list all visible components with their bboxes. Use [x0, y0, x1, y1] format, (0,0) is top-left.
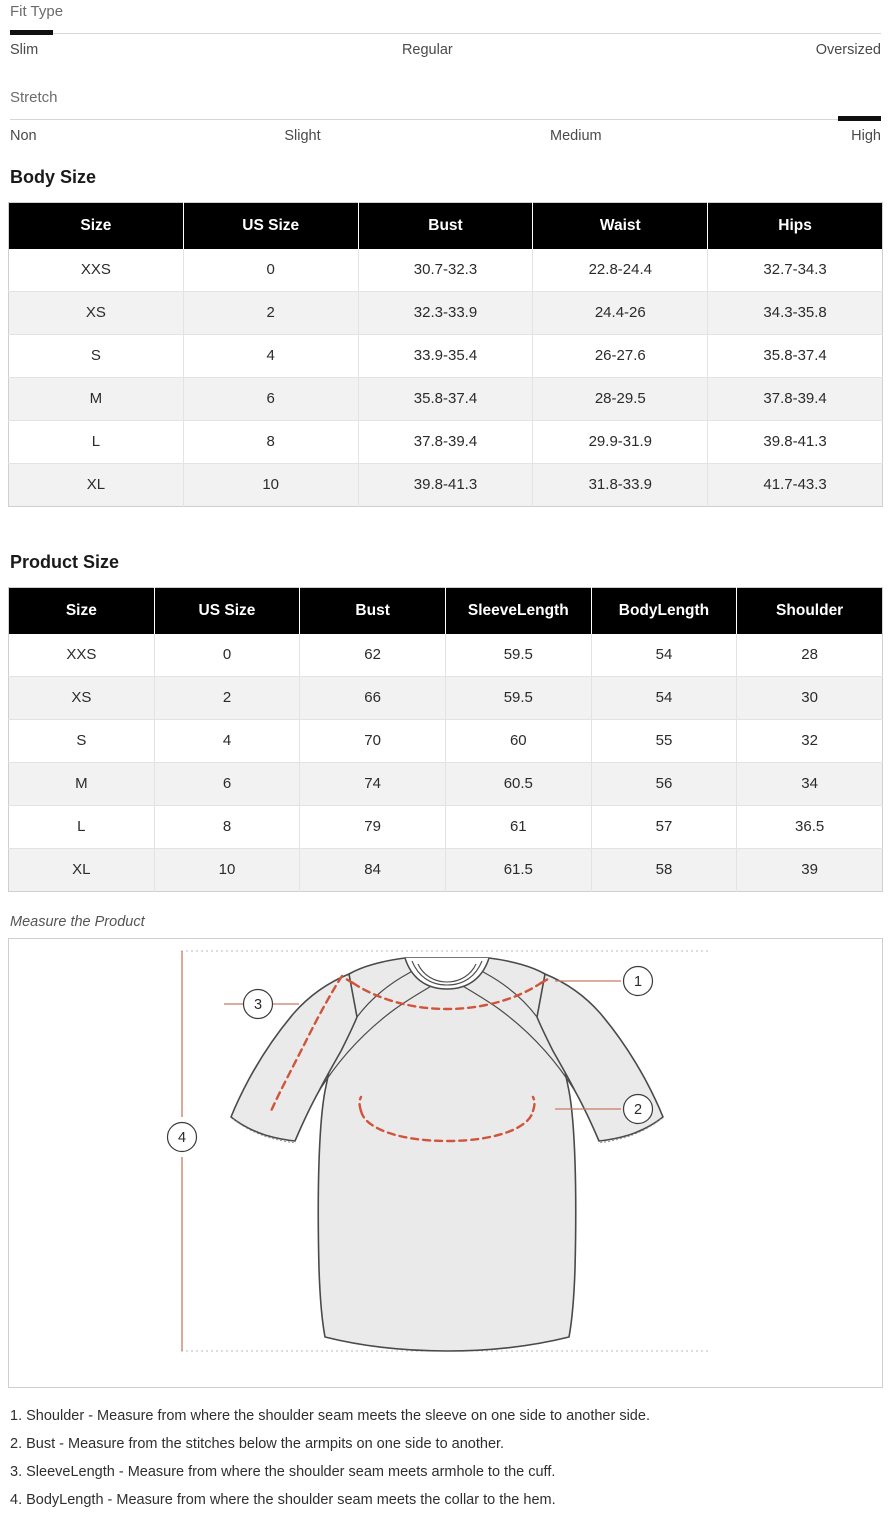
stretch-label-non: Non — [10, 128, 37, 144]
cell-us-size: 0 — [183, 249, 358, 292]
cell-bust: 79 — [300, 806, 446, 849]
cell-size: XL — [9, 464, 184, 507]
product-size-col-bodylength: BodyLength — [591, 588, 737, 635]
table-row — [9, 249, 883, 292]
note-4: 4. BodyLength - Measure from where the shoulder seam meets the collar to the hem. — [10, 1492, 556, 1508]
product-size-heading: Product Size — [10, 552, 120, 572]
note-1: 1. Shoulder - Measure from where the shoulder seam meets the sleeve on one side to another side. — [10, 1408, 650, 1424]
cell-bust: 66 — [300, 677, 446, 720]
cell-bust: 84 — [300, 849, 446, 892]
cell-sleevelength: 60.5 — [445, 763, 591, 806]
note-3: 3. SleeveLength - Measure from where the shoulder seam meets armhole to the cuff. — [10, 1464, 556, 1480]
cell-bust: 70 — [300, 720, 446, 763]
cell-hips: 34.3-35.8 — [708, 292, 883, 335]
cell-size: M — [9, 378, 184, 421]
product-size-thead — [9, 588, 883, 635]
cell-shoulder: 34 — [737, 763, 883, 806]
fit-type-slider-block — [0, 0, 891, 72]
cell-waist: 29.9-31.9 — [533, 421, 708, 464]
table-row — [9, 763, 883, 806]
callout-3-label: 3 — [253, 997, 263, 1013]
cell-waist: 26-27.6 — [533, 335, 708, 378]
cell-hips: 35.8-37.4 — [708, 335, 883, 378]
callout-1-label: 1 — [633, 974, 643, 990]
product-size-col-size: Size — [9, 588, 155, 635]
fit-type-label-slim: Slim — [10, 42, 39, 58]
callout-4 — [168, 1123, 197, 1152]
body-size-col-size: Size — [9, 203, 184, 250]
table-row — [9, 849, 883, 892]
cell-hips: 39.8-41.3 — [708, 421, 883, 464]
cell-size: S — [9, 335, 184, 378]
product-size-tbody — [9, 634, 883, 892]
table-row — [9, 677, 883, 720]
cell-bodylength: 54 — [591, 634, 737, 677]
stretch-slider-block — [0, 86, 891, 158]
stretch-knob[interactable] — [838, 116, 881, 121]
table-header-row — [9, 203, 883, 250]
measure-caption: Measure the Product — [10, 914, 145, 930]
measurement-notes — [0, 1388, 891, 1526]
fit-type-slider[interactable] — [10, 30, 881, 38]
cell-bodylength: 55 — [591, 720, 737, 763]
product-size-table — [8, 587, 883, 892]
cell-waist: 24.4-26 — [533, 292, 708, 335]
cell-us-size: 2 — [183, 292, 358, 335]
cell-us-size: 10 — [183, 464, 358, 507]
callout-3 — [244, 990, 273, 1019]
cell-waist: 31.8-33.9 — [533, 464, 708, 507]
table-row — [9, 378, 883, 421]
stretch-title: Stretch — [10, 89, 58, 106]
cell-bust: 32.3-33.9 — [358, 292, 533, 335]
body-size-col-us-size: US Size — [183, 203, 358, 250]
fit-type-knob[interactable] — [10, 30, 53, 35]
body-size-heading: Body Size — [10, 167, 97, 187]
fit-type-track — [10, 33, 881, 34]
body-size-thead — [9, 203, 883, 250]
table-header-row — [9, 588, 883, 635]
cell-shoulder: 28 — [737, 634, 883, 677]
product-size-col-shoulder: Shoulder — [737, 588, 883, 635]
callout-4-label: 4 — [177, 1130, 187, 1146]
body-size-tbody — [9, 249, 883, 507]
product-size-table-wrap — [0, 587, 891, 892]
cell-bodylength: 57 — [591, 806, 737, 849]
cell-shoulder: 32 — [737, 720, 883, 763]
stretch-slider[interactable] — [10, 116, 881, 124]
body-size-table — [8, 202, 883, 507]
table-row — [9, 292, 883, 335]
cell-bust: 35.8-37.4 — [358, 378, 533, 421]
fit-type-label-regular: Regular — [401, 42, 453, 58]
cell-size: XXS — [9, 249, 184, 292]
cell-bust: 37.8-39.4 — [358, 421, 533, 464]
table-row — [9, 335, 883, 378]
cell-us-size: 8 — [154, 806, 300, 849]
body-size-table-wrap — [0, 202, 891, 507]
cell-hips: 37.8-39.4 — [708, 378, 883, 421]
cell-sleevelength: 61 — [445, 806, 591, 849]
table-row — [9, 806, 883, 849]
cell-size: XXS — [9, 634, 155, 677]
cell-waist: 28-29.5 — [533, 378, 708, 421]
cell-sleevelength: 59.5 — [445, 634, 591, 677]
table-row — [9, 720, 883, 763]
cell-us-size: 0 — [154, 634, 300, 677]
measurement-diagram — [8, 938, 883, 1388]
fit-type-title: Fit Type — [10, 3, 64, 20]
cell-size: XS — [9, 677, 155, 720]
cell-bodylength: 56 — [591, 763, 737, 806]
cell-size: L — [9, 806, 155, 849]
fit-type-label-oversized: Oversized — [815, 42, 881, 58]
cell-shoulder: 30 — [737, 677, 883, 720]
cell-hips: 32.7-34.3 — [708, 249, 883, 292]
cell-shoulder: 36.5 — [737, 806, 883, 849]
cell-us-size: 4 — [154, 720, 300, 763]
cell-shoulder: 39 — [737, 849, 883, 892]
table-row — [9, 464, 883, 507]
stretch-label-slight: Slight — [284, 128, 321, 144]
table-row — [9, 634, 883, 677]
cell-us-size: 4 — [183, 335, 358, 378]
table-row — [9, 421, 883, 464]
cell-size: L — [9, 421, 184, 464]
stretch-label-high: High — [851, 128, 881, 144]
callout-2-label: 2 — [633, 1102, 643, 1118]
cell-size: XS — [9, 292, 184, 335]
cell-bust: 62 — [300, 634, 446, 677]
cell-bust: 33.9-35.4 — [358, 335, 533, 378]
stretch-labels — [10, 128, 881, 158]
body-size-col-bust: Bust — [358, 203, 533, 250]
cell-bust: 39.8-41.3 — [358, 464, 533, 507]
stretch-track — [10, 119, 881, 120]
note-2: 2. Bust - Measure from the stitches below the armpits on one side to another. — [10, 1436, 505, 1452]
callout-2 — [624, 1095, 653, 1124]
cell-us-size: 6 — [183, 378, 358, 421]
cell-size: XL — [9, 849, 155, 892]
stretch-label-medium: Medium — [550, 128, 602, 144]
product-size-col-us-size: US Size — [154, 588, 300, 635]
callout-1 — [624, 967, 653, 996]
cell-us-size: 10 — [154, 849, 300, 892]
cell-us-size: 8 — [183, 421, 358, 464]
cell-sleevelength: 61.5 — [445, 849, 591, 892]
body-size-col-waist: Waist — [533, 203, 708, 250]
cell-waist: 22.8-24.4 — [533, 249, 708, 292]
cell-bodylength: 54 — [591, 677, 737, 720]
cell-hips: 41.7-43.3 — [708, 464, 883, 507]
cell-size: M — [9, 763, 155, 806]
body-size-col-hips: Hips — [708, 203, 883, 250]
tshirt-diagram-svg — [9, 939, 882, 1387]
cell-sleevelength: 60 — [445, 720, 591, 763]
cell-size: S — [9, 720, 155, 763]
cell-sleevelength: 59.5 — [445, 677, 591, 720]
product-size-col-sleevelength: SleeveLength — [445, 588, 591, 635]
cell-bust: 30.7-32.3 — [358, 249, 533, 292]
fit-type-labels — [10, 42, 881, 72]
cell-bodylength: 58 — [591, 849, 737, 892]
cell-us-size: 6 — [154, 763, 300, 806]
cell-us-size: 2 — [154, 677, 300, 720]
cell-bust: 74 — [300, 763, 446, 806]
product-size-col-bust: Bust — [300, 588, 446, 635]
